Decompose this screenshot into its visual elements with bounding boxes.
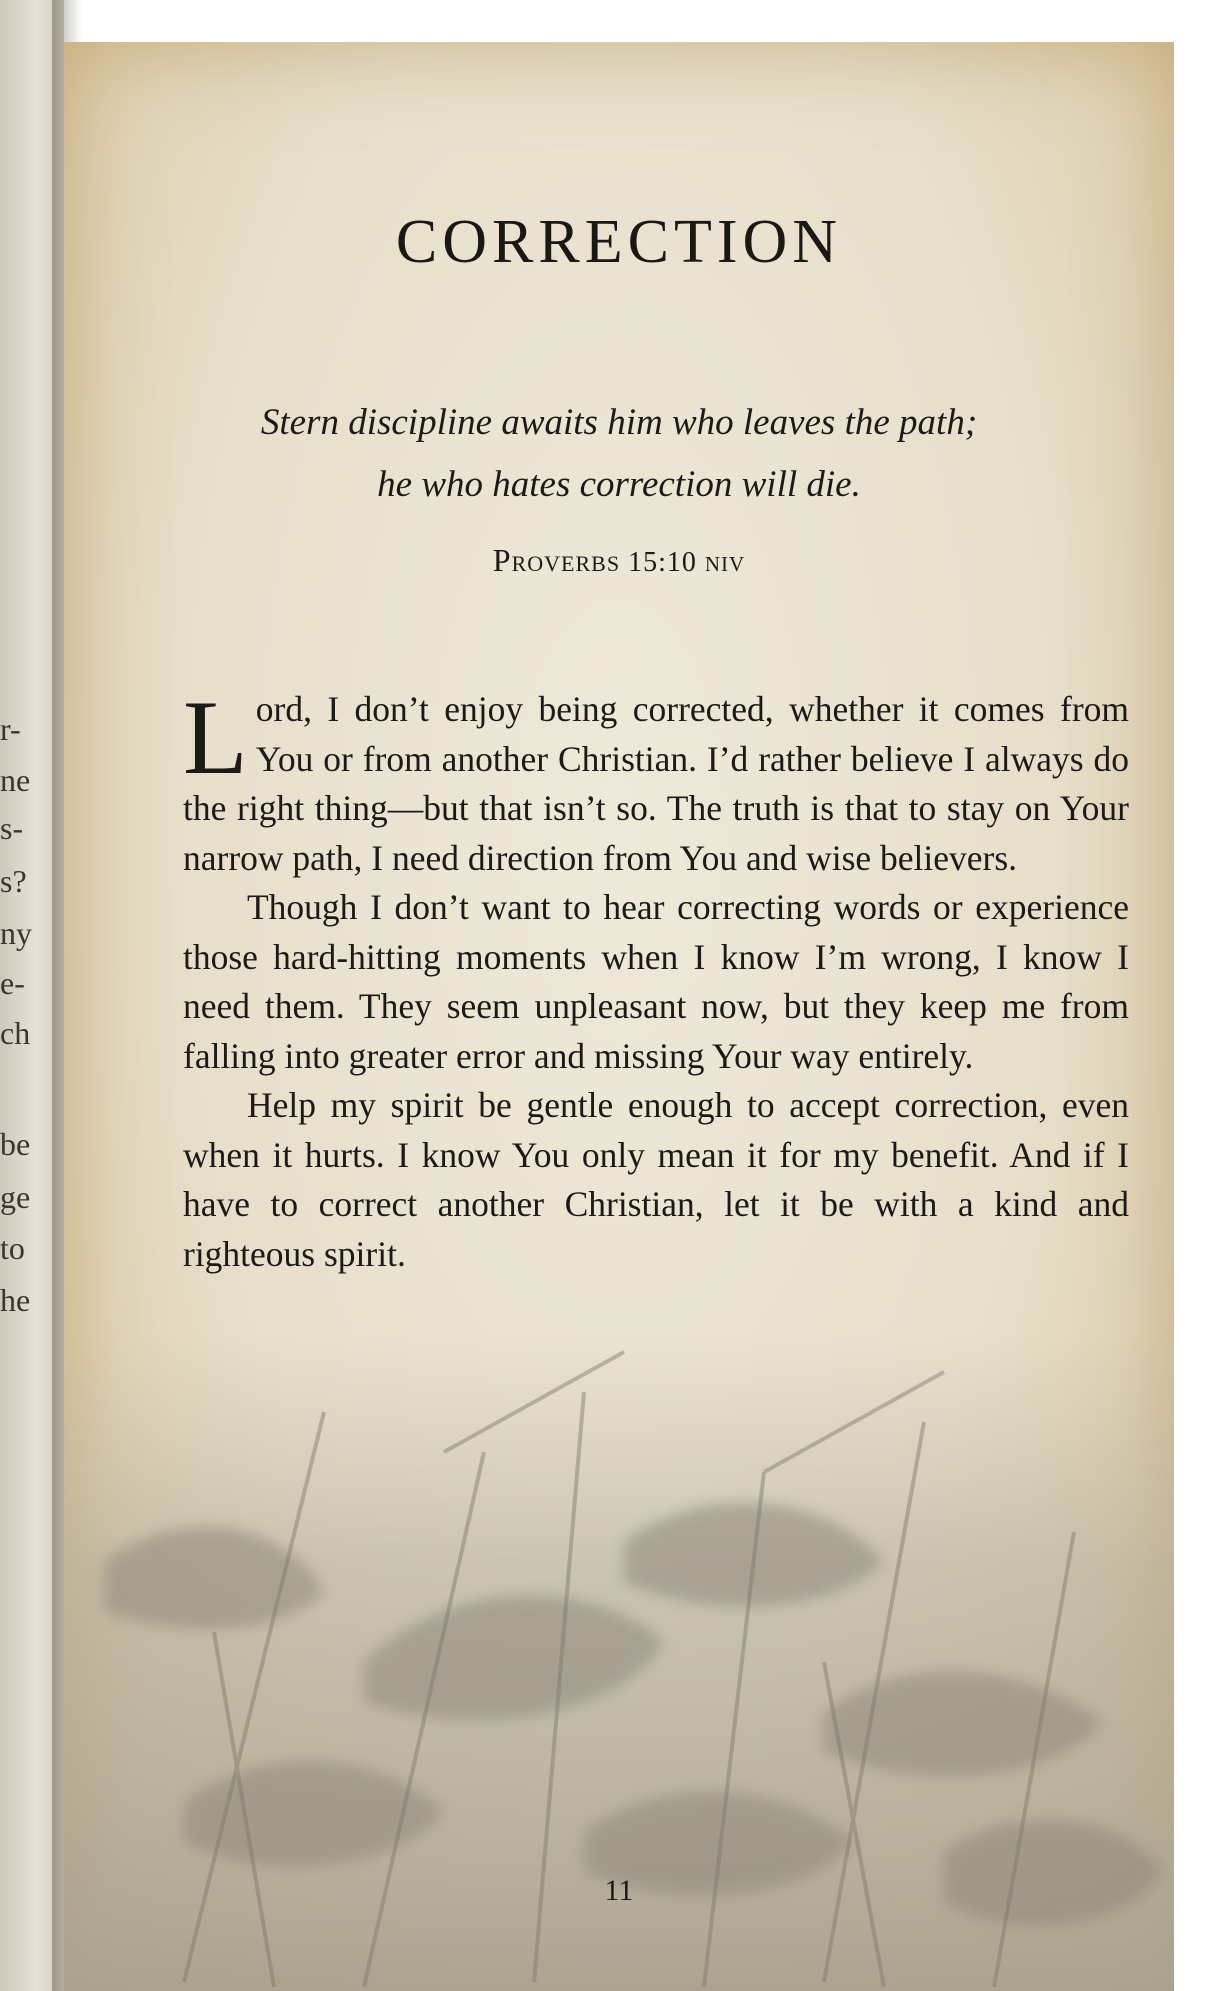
previous-page-fragment: s- (0, 810, 24, 846)
reference-verse: 15:10 (628, 547, 697, 578)
paragraph-text: ord, I don’t enjoy being corrected, whether it comes from You or from another Christian. I’d rather believe I always do the right thing—but that isn’t so. The truth is that to stay on Your narrow path, I need direction from You and wise believers. (183, 689, 1129, 878)
reference-version: niv (704, 545, 746, 578)
previous-page-fragment: e- (0, 965, 25, 1001)
reference-book: Proverbs (492, 542, 621, 578)
drop-cap: L (183, 679, 248, 796)
epigraph-line: Stern discipline awaits him who leaves the path; (260, 402, 978, 443)
previous-page-fragment: he (0, 1282, 31, 1318)
previous-page-fragment: s? (0, 863, 27, 899)
scripture-reference (64, 542, 1174, 579)
book-page (64, 42, 1174, 1991)
previous-page-fragment: to (0, 1230, 25, 1266)
previous-page-fragment: ch (0, 1015, 31, 1051)
paragraph: Though I don’t want to hear correcting words or experience those hard-hitting moments when I know I’m wrong, I know I need them. They seem unpleasant now, but they keep me from falling into greater error and missing Your way entirely. (183, 887, 1129, 1076)
previous-page-fragment: ge (0, 1179, 31, 1215)
epigraph-quote (64, 392, 1174, 516)
paragraph (183, 679, 1129, 883)
prayer-text (183, 679, 1129, 1279)
page-number: 11 (604, 1874, 634, 1907)
previous-page-fragment: ny (0, 915, 32, 951)
paragraph: Help my spirit be gentle enough to accept correction, even when it hurts. I know You only mean it for my benefit. And if I have to correct another Christian, let it be with a kind and righteous spirit. (183, 1085, 1129, 1274)
epigraph-line: he who hates correction will die. (377, 464, 861, 505)
chapter-title: CORRECTION (395, 208, 843, 276)
previous-page-fragment: r- (0, 711, 21, 747)
previous-page-fragment: ne (0, 762, 31, 798)
previous-page-fragment: be (0, 1126, 31, 1162)
